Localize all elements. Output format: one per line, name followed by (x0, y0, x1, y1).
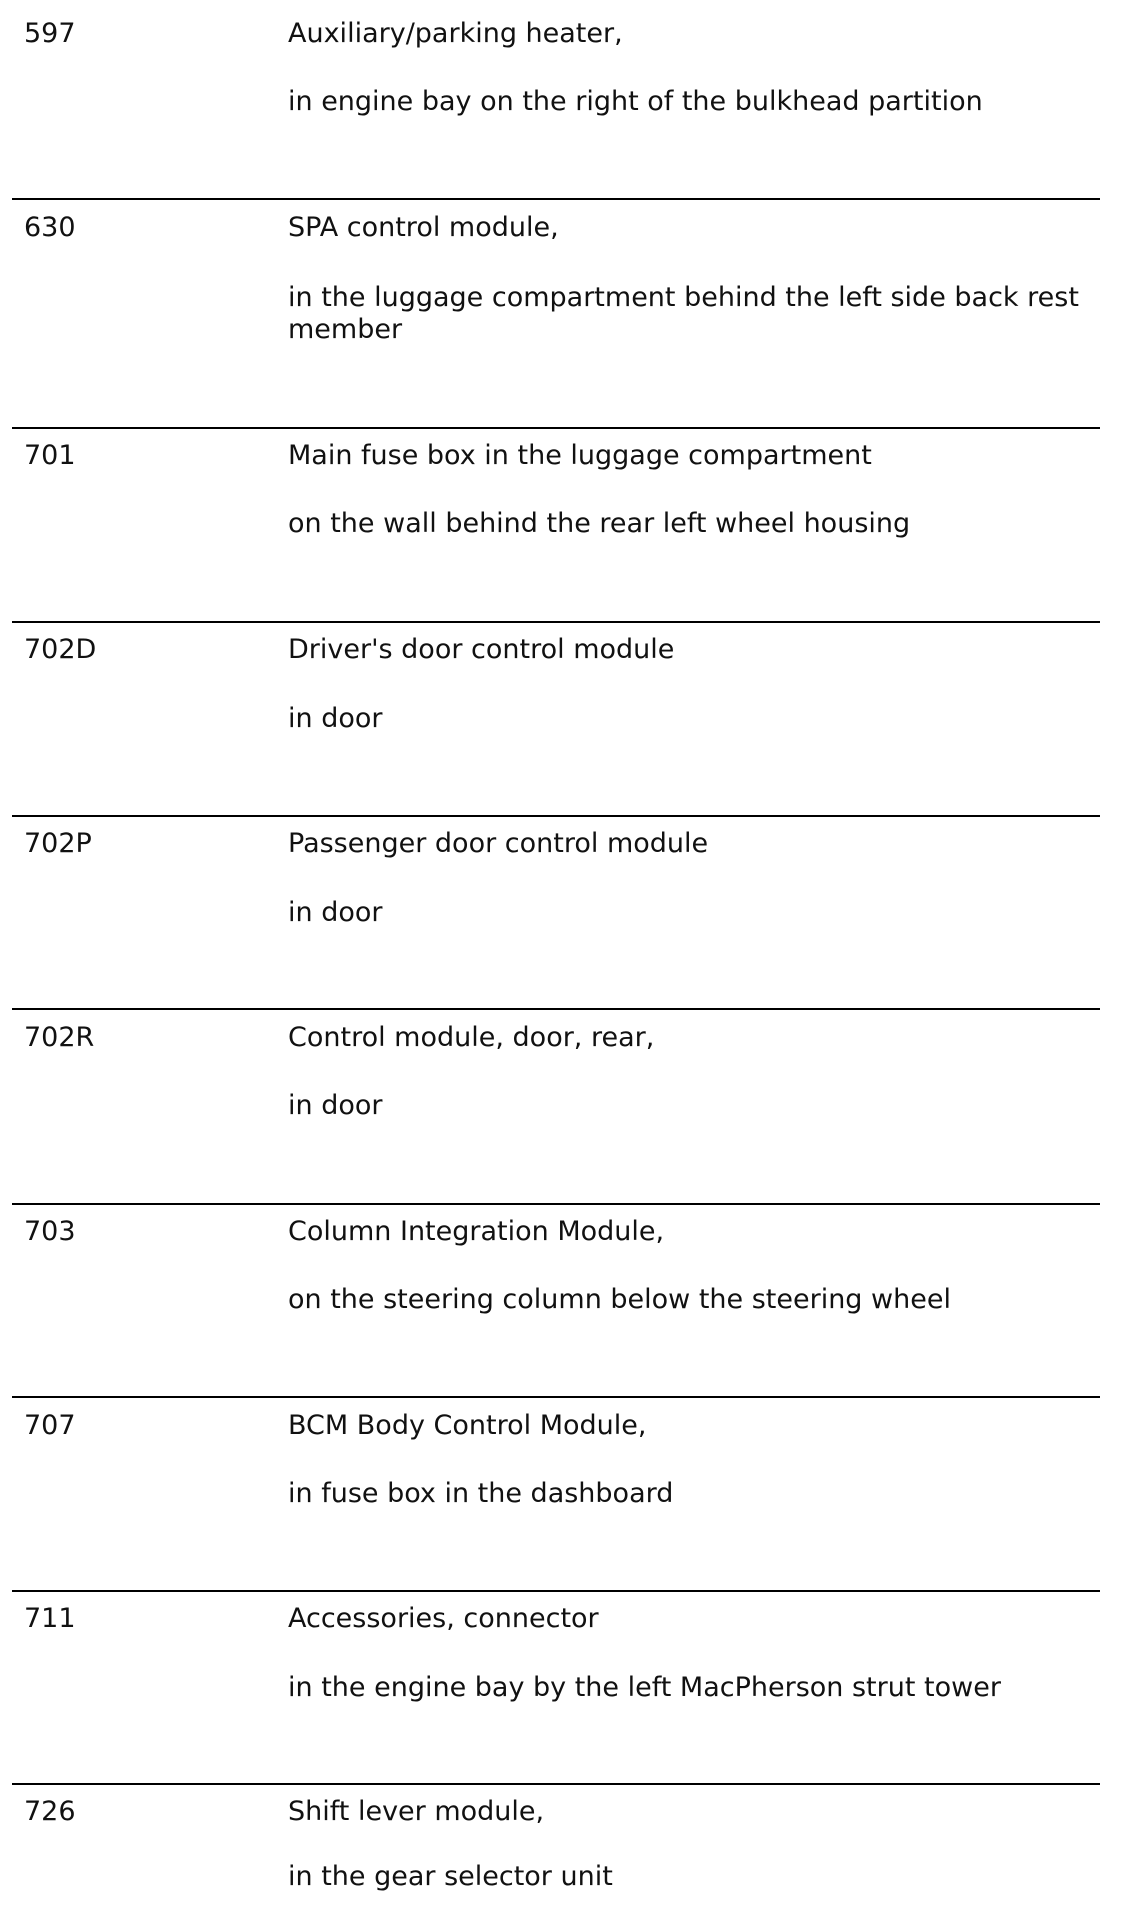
component-location: in the engine bay by the left MacPherson strut tower (288, 1672, 1001, 1703)
component-location: on the steering column below the steering wheel (288, 1284, 951, 1315)
component-location: in door (288, 897, 383, 928)
component-title: Shift lever module, (288, 1796, 545, 1827)
component-code: 702P (24, 828, 92, 859)
component-location: in fuse box in the dashboard (288, 1478, 674, 1509)
divider (12, 815, 1100, 817)
component-title: Driver's door control module (288, 634, 675, 665)
component-code: 701 (24, 440, 76, 471)
component-location: in engine bay on the right of the bulkhead partition (288, 86, 983, 117)
component-code: 702R (24, 1022, 95, 1053)
divider (12, 1783, 1100, 1785)
component-code: 726 (24, 1796, 76, 1827)
component-code: 702D (24, 634, 97, 665)
component-title: SPA control module, (288, 212, 559, 243)
divider (12, 427, 1100, 429)
divider (12, 1396, 1100, 1398)
component-title: Main fuse box in the luggage compartment (288, 440, 872, 471)
divider (12, 621, 1100, 623)
component-title: BCM Body Control Module, (288, 1410, 647, 1441)
component-code: 597 (24, 18, 76, 49)
component-title: Accessories, connector (288, 1603, 599, 1634)
component-title: Control module, door, rear, (288, 1022, 655, 1053)
divider (12, 1008, 1100, 1010)
component-title: Column Integration Module, (288, 1216, 665, 1247)
component-code: 703 (24, 1216, 76, 1247)
component-location: in door (288, 703, 383, 734)
component-location: in the luggage compartment behind the left side back rest member (288, 282, 1079, 345)
component-code: 711 (24, 1603, 76, 1634)
divider (12, 198, 1100, 200)
divider (12, 1590, 1100, 1592)
component-title: Passenger door control module (288, 828, 709, 859)
component-title: Auxiliary/parking heater, (288, 18, 623, 49)
component-code: 707 (24, 1410, 76, 1441)
component-location: in door (288, 1090, 383, 1121)
component-location: in the gear selector unit (288, 1861, 613, 1892)
component-code: 630 (24, 212, 76, 243)
divider (12, 1203, 1100, 1205)
component-location: on the wall behind the rear left wheel housing (288, 508, 911, 539)
